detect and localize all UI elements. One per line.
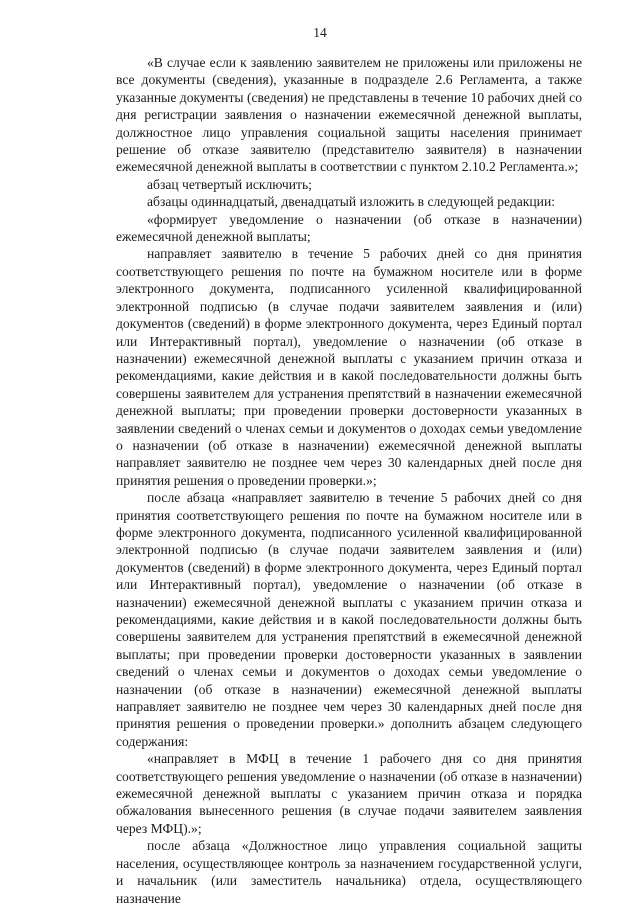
paragraph-exclude-fourth: абзац четвертый исключить; bbox=[147, 176, 312, 192]
paragraph-forms-notice: «формирует уведомление о назначении (об отказе в назначении) ежемесячной денежной выплаты; bbox=[116, 211, 582, 245]
page-number: 14 bbox=[313, 25, 327, 40]
paragraph-after-official: после абзаца «Должностное лицо управления социальной защиты населения, осуществляющее контроль за назначением государственной услуги, и начальник (или заместитель начальника) отдела, осуществляющего назначение bbox=[116, 838, 582, 906]
paragraph-refusal-clause: «В случае если к заявлению заявителем не приложены или приложены не все документы (сведения), указанные в подразделе 2.6 Регламента, а также указанные документы (сведения) не представлены в течение 10 рабочих дней со дня регистрации заявления о назначении ежемесячной денежной выплаты, должностное лицо управления социальной защиты населения принимает решение об отказе заявителю (представителю заявителя) в назначении ежемесячной денежной выплаты в соответствии с пунктом 2.10.2 Регламента.»; bbox=[116, 55, 582, 175]
paragraph-after-sends: после абзаца «направляет заявителю в течение 5 рабочих дней со дня принятия соответствующего решения по почте на бумажном носителе или в форме электронного документа, подписанного усиленной квалифицированной электронной подписью (в случае подачи заявителем заявления и (или) документов (сведений) в форме электронного документа, через Единый портал или Интерактивный портал), уведомление о назначении (об отказе в назначении) ежемесячной денежной выплаты с указанием причин отказа и рекомендациями, какие действия и в какой последовательности должны быть совершены заявителем для устранения препятствий в ежемесячной денежной выплаты; при проведении проверки достоверности указанных в заявлении сведений о членах семьи и документов о доходах семьи уведомление о назначении (об отказе в назначении) ежемесячной денежной выплаты направляет заявителю не позднее чем через 30 календарных дней после дня принятия решения о проведении проверки.» дополнить абзацем следующего содержания: bbox=[116, 490, 582, 749]
paragraph-restate-intro: абзацы одиннадцатый, двенадцатый изложить в следующей редакции: bbox=[147, 194, 556, 210]
document-body bbox=[116, 54, 582, 907]
paragraph-sends-notice: направляет заявителю в течение 5 рабочих дней со дня принятия соответствующего решения по почте на бумажном носителе или в форме электронного документа, подписанного усиленной квалифицированной электронной подписью (в случае подачи заявителем заявления и (или) документов (сведений) в форме электронного документа, через Единый портал или Интерактивный портал), уведомление о назначении (об отказе в назначении) ежемесячной денежной выплаты с указанием причин отказа и рекомендациями, какие действия и в какой последовательности должны быть совершены заявителем для устранения препятствий в назначении ежемесячной денежной выплаты; при проведении проверки достоверности указанных в заявлении сведений о членах семьи и документов о доходах семьи уведомление о назначении (об отказе в назначении) ежемесячной денежной выплаты направляет заявителю не позднее чем через 30 календарных дней после дня принятия решения о проведении проверки.»; bbox=[116, 246, 582, 488]
paragraph-mfc-notice: «направляет в МФЦ в течение 1 рабочего дня со дня принятия соответствующего решения уведомление о назначении (об отказе в назначении) ежемесячной денежной выплаты с указанием причин отказа и порядка обжалования вынесенного решения (в случае подачи заявителем заявления через МФЦ).»; bbox=[116, 751, 582, 836]
